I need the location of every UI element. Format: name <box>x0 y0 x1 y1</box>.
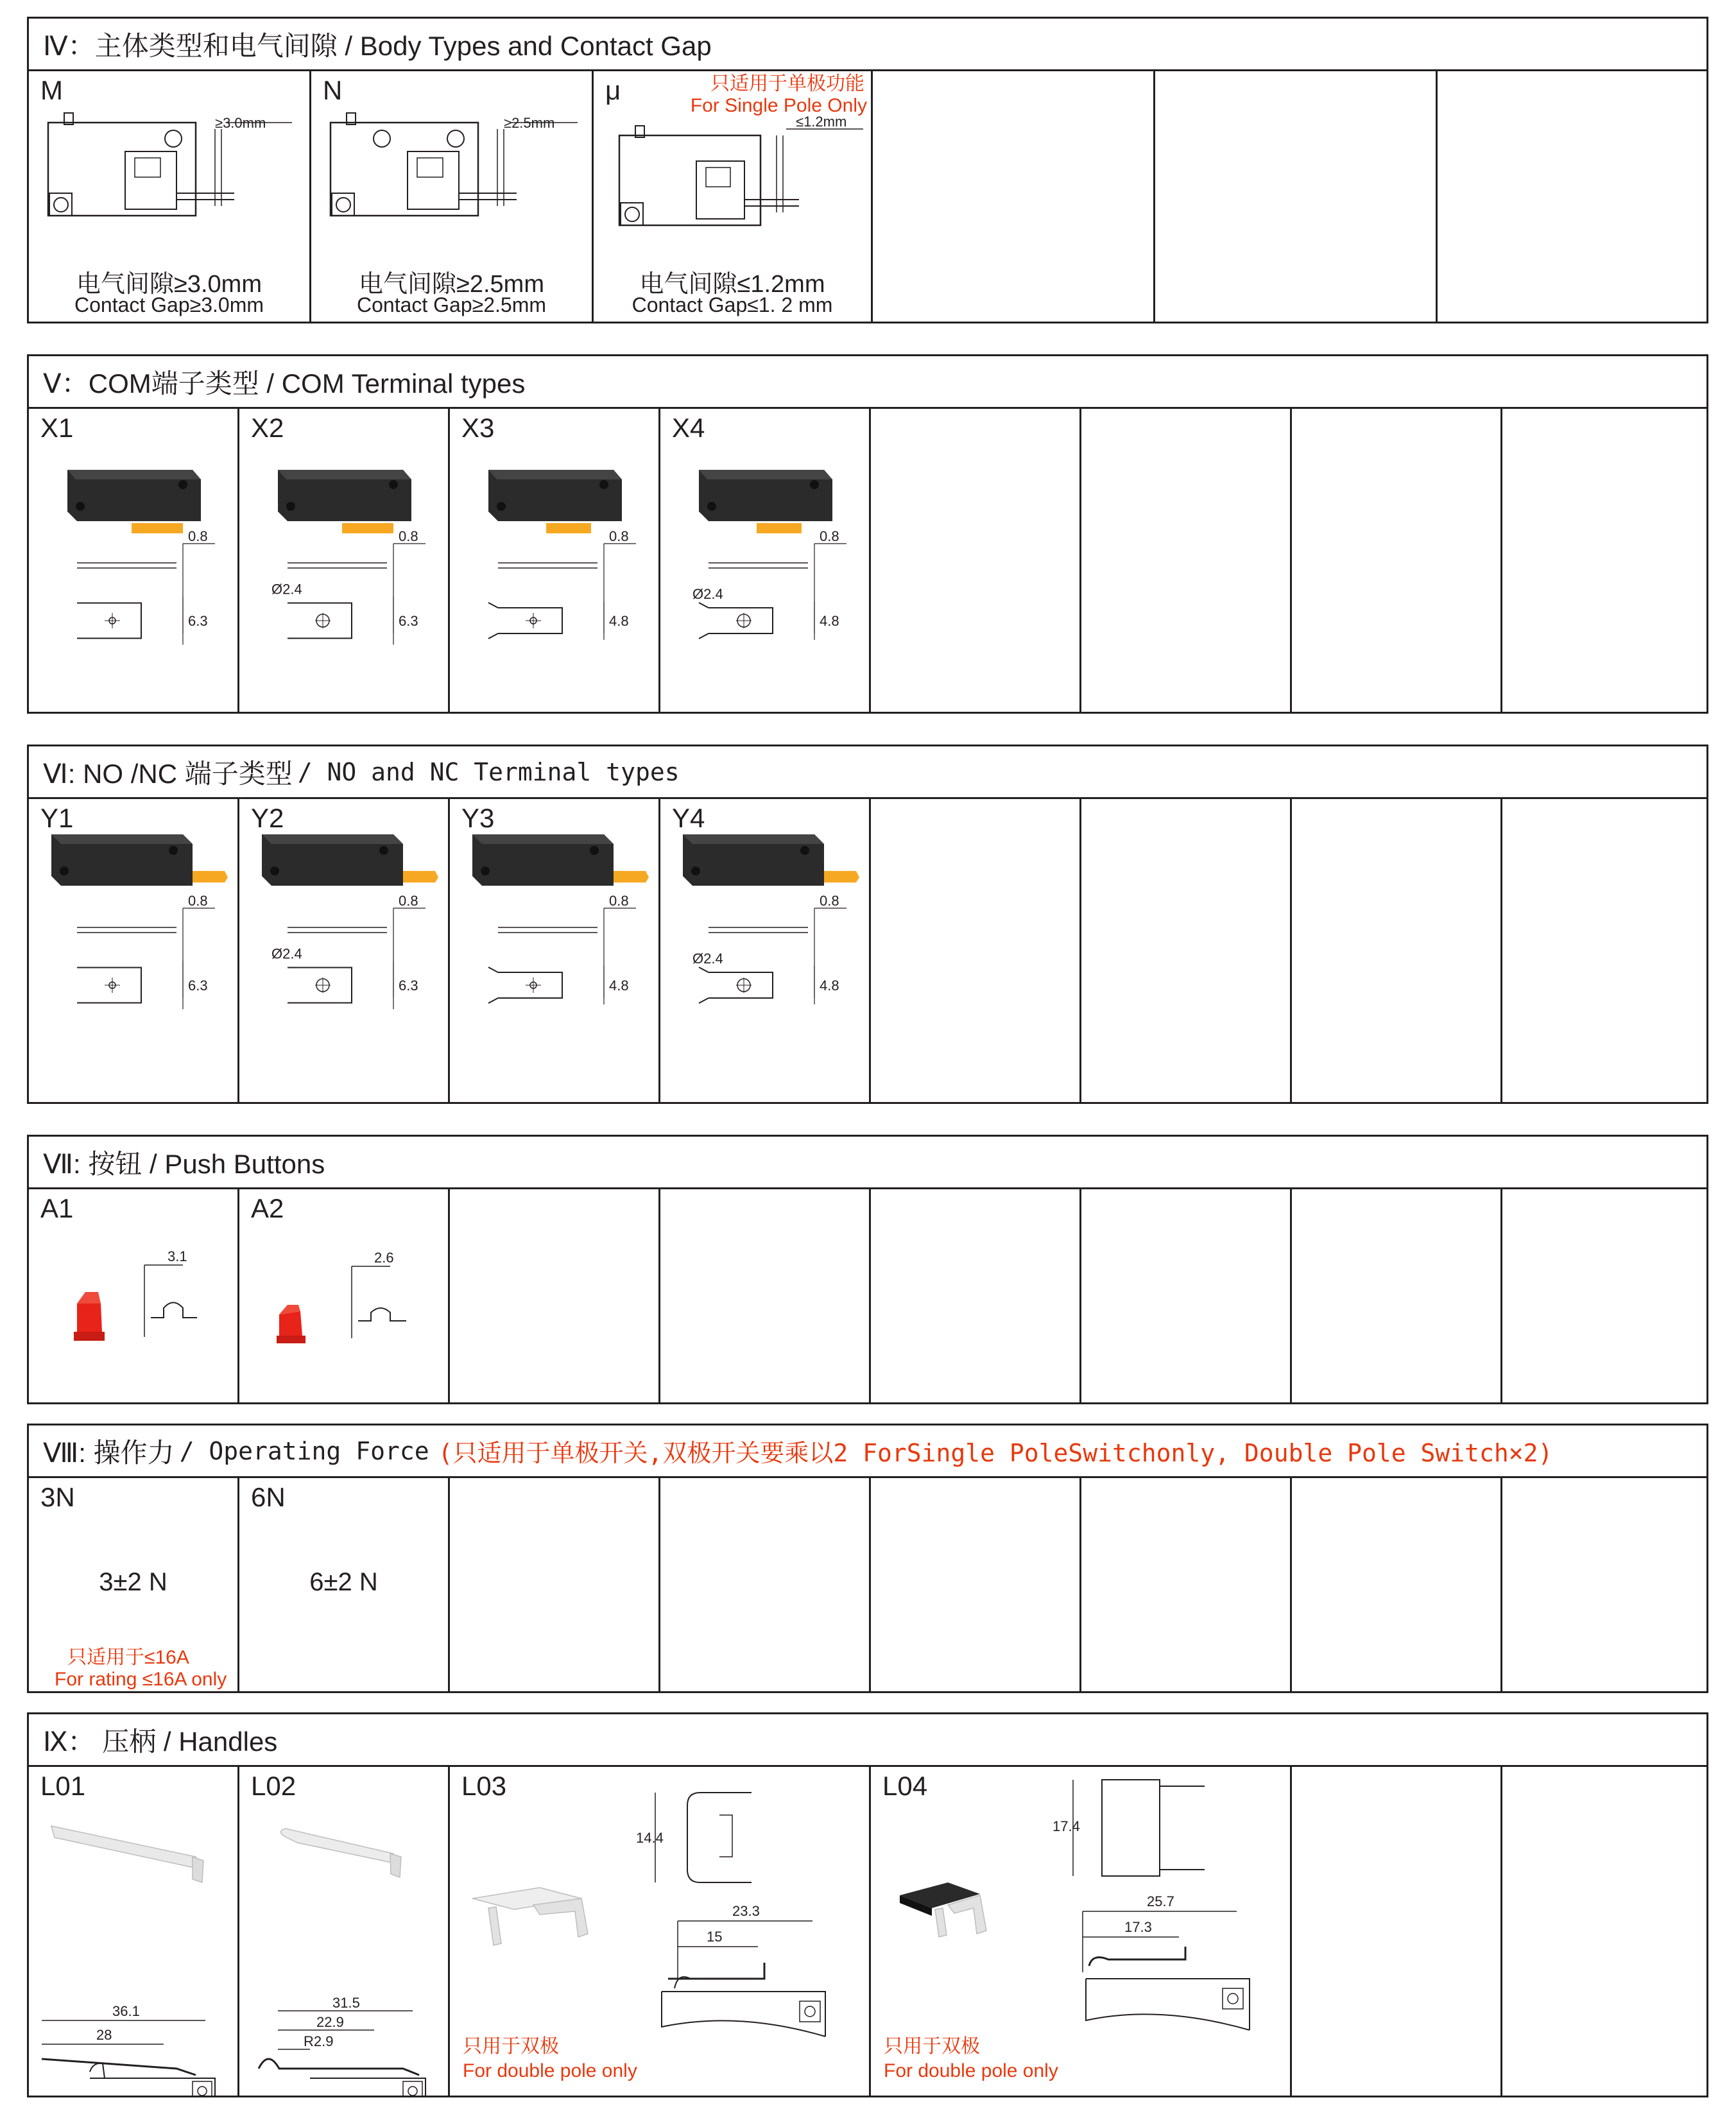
width-dim: 4.8 <box>820 977 839 994</box>
hole-dim: Ø2.4 <box>692 586 723 602</box>
body-type-code: μ <box>605 75 621 105</box>
empty-cell <box>1438 71 1706 322</box>
svg-text:≥2.5mm: ≥2.5mm <box>504 115 555 131</box>
operating-force-grid <box>29 1478 1706 1691</box>
svg-text:23.3: 23.3 <box>732 1903 760 1919</box>
svg-text:2.6: 2.6 <box>374 1250 394 1266</box>
section-title: Ⅷ: 操作力 / Operating Force (只适用于单极开关,双极开关要乘以2 ForSingle PoleSwitchonly, Double Pole Switch×2) <box>29 1425 1706 1478</box>
terminal-code: Y4 <box>672 803 705 833</box>
empty-cell <box>660 1189 871 1402</box>
empty-cell <box>1292 1767 1502 2096</box>
width-dim: 6.3 <box>188 977 208 994</box>
handle-cell-l01 <box>29 1767 239 2096</box>
empty-cell <box>1502 1189 1706 1402</box>
button-code: A2 <box>251 1193 284 1223</box>
empty-cell <box>871 799 1081 1102</box>
caption-en: Contact Gap≤1. 2 mm <box>632 293 833 316</box>
caption-en: Contact Gap≥2.5mm <box>356 293 546 316</box>
thickness-dim: 0.8 <box>188 528 208 544</box>
body-type-cell-m <box>29 71 311 322</box>
thickness-dim: 0.8 <box>188 893 208 909</box>
red-push-button <box>239 1189 450 1382</box>
body-type-cell-n <box>311 71 594 322</box>
empty-cell <box>1081 1189 1292 1402</box>
section-nonc-terminals <box>27 745 1708 1104</box>
nonc-terminals-grid <box>29 799 1706 1102</box>
empty-cell <box>873 71 1155 322</box>
handle-cell-l02 <box>239 1767 450 2096</box>
terminal-cell-x2 <box>239 409 450 712</box>
thickness-dim: 0.8 <box>609 893 629 909</box>
force-cell-6n <box>239 1478 450 1691</box>
section-operating-force <box>27 1424 1708 1693</box>
width-dim: 6.3 <box>188 613 208 629</box>
gap-dimension-label <box>504 110 594 135</box>
svg-text:28: 28 <box>96 2027 112 2043</box>
svg-text:22.9: 22.9 <box>316 2014 344 2030</box>
handle-code: L03 <box>461 1771 507 1801</box>
svg-text:3.1: 3.1 <box>168 1248 187 1264</box>
com-terminals-grid <box>29 409 1706 712</box>
section-title: Ⅶ: 按钮 / Push Buttons <box>29 1137 1706 1189</box>
gap-dimension-label <box>215 110 305 135</box>
svg-text:36.1: 36.1 <box>112 2003 140 2019</box>
handle-diagram <box>239 1767 450 2096</box>
button-cell-a2 <box>239 1189 450 1402</box>
handle-cell-l03 <box>450 1767 871 2096</box>
section-title: Ⅳ：主体类型和电气间隙 / Body Types and Contact Gap <box>29 19 1706 71</box>
button-code: A1 <box>40 1193 74 1223</box>
terminal-code: Y2 <box>251 803 284 833</box>
thickness-dim: 0.8 <box>820 528 839 544</box>
force-cell-3n <box>29 1478 239 1691</box>
svg-text:17.3: 17.3 <box>1124 1919 1152 1935</box>
single-pole-note-cn: 只适用于单极功能 <box>710 73 864 94</box>
svg-text:14.4: 14.4 <box>636 1830 664 1846</box>
empty-cell <box>1502 1478 1706 1691</box>
terminal-code: Y3 <box>461 803 495 833</box>
caption-cn: 电气间隙≥2.5mm <box>359 271 544 298</box>
double-pole-note-en: For double pole only <box>463 2060 637 2081</box>
empty-cell <box>1502 409 1706 712</box>
section-push-buttons <box>27 1135 1708 1404</box>
empty-cell <box>1502 799 1706 1102</box>
terminal-cell-x1 <box>29 409 239 712</box>
terminal-diagram <box>29 799 239 1102</box>
terminal-diagram <box>450 409 660 712</box>
terminal-diagram <box>239 409 450 712</box>
empty-cell <box>1292 799 1502 1102</box>
empty-cell <box>450 1478 660 1691</box>
button-cell-a1 <box>29 1189 239 1402</box>
terminal-code: X1 <box>40 413 74 443</box>
hole-dim: Ø2.4 <box>271 945 302 962</box>
svg-text:≤1.2mm: ≤1.2mm <box>796 114 847 130</box>
empty-cell <box>660 1478 871 1691</box>
terminal-cell-y3 <box>450 799 660 1102</box>
caption-cn: 电气间隙≥3.0mm <box>76 271 262 298</box>
empty-cell <box>1292 409 1502 712</box>
section-title: Ⅴ：COM端子类型 / COM Terminal types <box>29 356 1706 409</box>
width-dim: 6.3 <box>399 613 418 629</box>
single-pole-note-en: For Single Pole Only <box>690 95 867 116</box>
terminal-cell-y2 <box>239 799 450 1102</box>
section-title: Ⅸ： 压柄 / Handles <box>29 1714 1706 1767</box>
body-type-cell-mu <box>594 71 873 322</box>
caption-en: Contact Gap≥3.0mm <box>74 293 264 316</box>
terminal-cell-y4 <box>660 799 871 1102</box>
width-dim: 4.8 <box>820 613 839 629</box>
double-pole-note-cn: 只用于双极 <box>463 2036 559 2057</box>
caption-cn: 电气间隙≤1.2mm <box>639 271 825 298</box>
force-value: 6±2 N <box>309 1568 378 1596</box>
hole-dim: Ø2.4 <box>271 581 302 598</box>
terminal-diagram <box>29 409 239 712</box>
section-title: Ⅵ: NO /NC 端子类型 / NO and NC Terminal types <box>29 746 1706 799</box>
hole-dim: Ø2.4 <box>692 951 723 967</box>
empty-cell <box>871 409 1081 712</box>
thickness-dim: 0.8 <box>399 893 418 909</box>
terminal-cell-y1 <box>29 799 239 1102</box>
empty-cell <box>1081 799 1292 1102</box>
handle-diagram <box>29 1767 239 2096</box>
section-body-types <box>27 17 1708 323</box>
body-type-code: M <box>40 75 63 105</box>
terminal-code: X2 <box>251 413 284 443</box>
terminal-code: Y1 <box>40 803 74 833</box>
force-code: 3N <box>40 1482 75 1512</box>
width-dim: 4.8 <box>609 613 629 629</box>
empty-cell <box>1081 1478 1292 1691</box>
double-pole-note-en: For double pole only <box>884 2060 1058 2081</box>
handles-grid <box>29 1767 1706 2096</box>
empty-cell <box>1292 1478 1502 1691</box>
handle-code: L04 <box>882 1771 928 1801</box>
svg-text:15: 15 <box>707 1929 723 1945</box>
terminal-cell-x4 <box>660 409 871 712</box>
empty-cell <box>1155 71 1438 322</box>
width-dim: 4.8 <box>609 977 629 994</box>
handle-code: L02 <box>251 1771 296 1801</box>
gap-dimension-label <box>796 108 873 134</box>
thickness-dim: 0.8 <box>820 893 839 909</box>
body-types-grid <box>29 71 1706 322</box>
force-code: 6N <box>251 1482 286 1512</box>
width-dim: 6.3 <box>399 977 418 994</box>
force-value: 3±2 N <box>99 1568 168 1596</box>
push-buttons-grid <box>29 1189 1706 1402</box>
handle-code: L01 <box>40 1771 86 1801</box>
svg-text:31.5: 31.5 <box>332 1995 360 2011</box>
terminal-diagram <box>660 799 871 1102</box>
terminal-diagram <box>660 409 871 712</box>
handle-cell-l04 <box>871 1767 1292 2096</box>
thickness-dim: 0.8 <box>609 528 629 544</box>
thickness-dim: 0.8 <box>399 528 418 544</box>
svg-text:25.7: 25.7 <box>1147 1893 1174 1909</box>
empty-cell <box>871 1478 1081 1691</box>
svg-text:≥3.0mm: ≥3.0mm <box>215 115 266 131</box>
terminal-code: X3 <box>461 413 495 443</box>
empty-cell <box>871 1189 1081 1402</box>
terminal-code: X4 <box>672 413 705 443</box>
section-com-terminals <box>27 354 1708 714</box>
red-push-button <box>29 1189 239 1382</box>
rating-note-en: For rating ≤16A only <box>55 1669 227 1690</box>
svg-text:17.4: 17.4 <box>1053 1818 1080 1834</box>
body-type-code: N <box>323 75 343 105</box>
rating-note-cn: 只适用于≤16A <box>67 1647 189 1668</box>
terminal-cell-x3 <box>450 409 660 712</box>
svg-text:R2.9: R2.9 <box>304 2033 334 2049</box>
empty-cell <box>1292 1189 1502 1402</box>
terminal-diagram <box>450 799 660 1102</box>
terminal-diagram <box>239 799 450 1102</box>
double-pole-note-cn: 只用于双极 <box>884 2036 980 2057</box>
empty-cell <box>1502 1767 1706 2096</box>
section-handles <box>27 1712 1708 2097</box>
empty-cell <box>1081 409 1292 712</box>
empty-cell <box>450 1189 660 1402</box>
